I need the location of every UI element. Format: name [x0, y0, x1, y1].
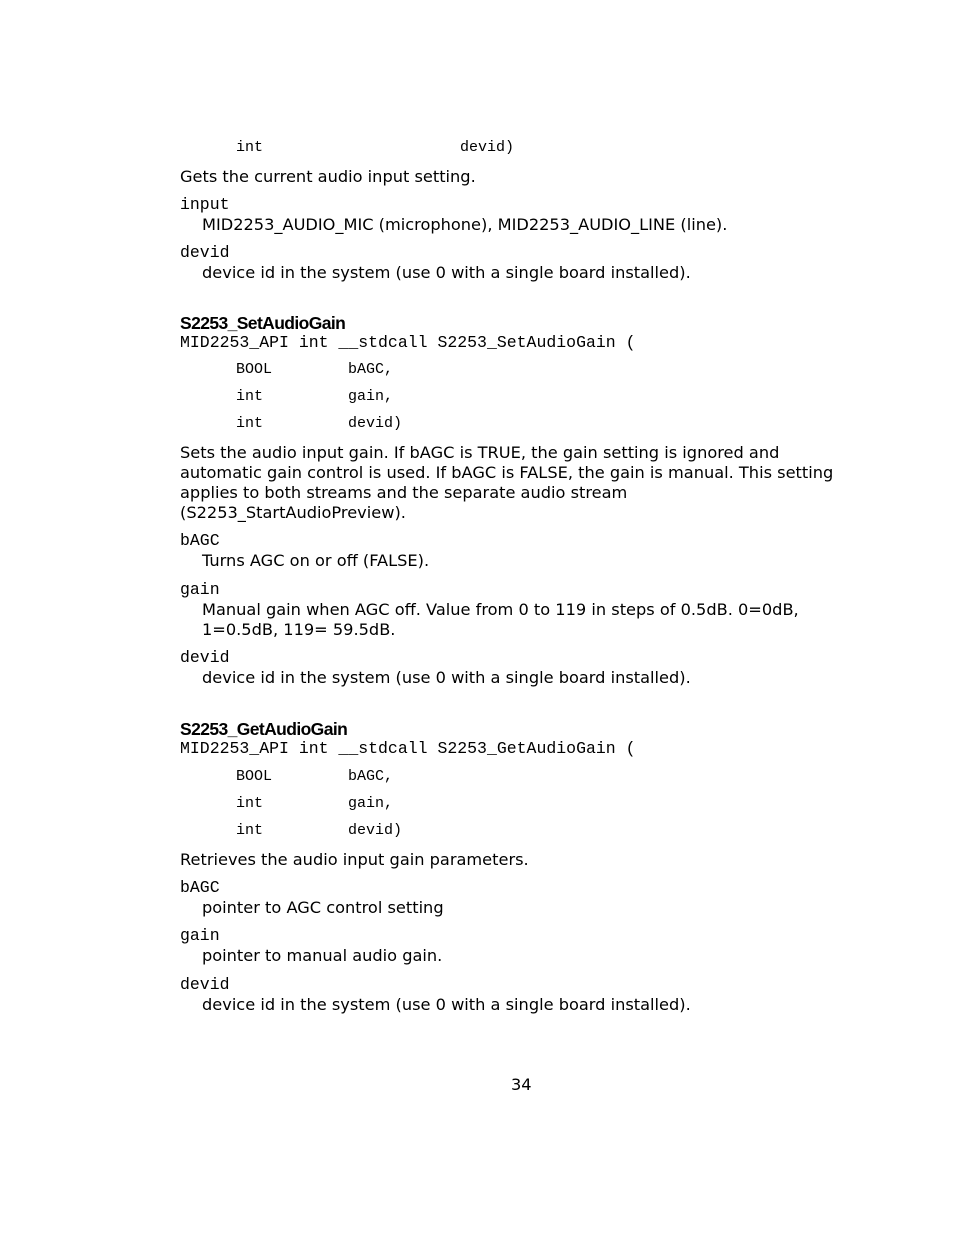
function-signature: MID2253_API int __stdcall S2253_GetAudioGain ( — [180, 739, 636, 758]
param-desc: Turns AGC on or off (FALSE). — [202, 551, 430, 570]
function-signature: MID2253_API int __stdcall S2253_SetAudioGain ( — [180, 333, 636, 352]
section-heading: S2253_SetAudioGain — [180, 313, 346, 333]
function-description: Gets the current audio input setting. — [180, 167, 476, 186]
param-name: devid — [180, 975, 230, 994]
arg-type: int — [236, 795, 264, 812]
param-name: bAGC — [180, 878, 220, 897]
arg-name: gain, — [348, 795, 394, 812]
param-name: devid — [180, 243, 230, 262]
arg-name: devid) — [348, 415, 403, 432]
param-desc: device id in the system (use 0 with a single board installed). — [202, 668, 691, 687]
arg-name: devid) — [348, 822, 403, 839]
arg-type: BOOL — [236, 361, 273, 378]
param-desc: pointer to manual audio gain. — [202, 946, 443, 965]
param-name: bAGC — [180, 531, 220, 550]
arg-name: bAGC, — [348, 361, 394, 378]
section-heading: S2253_GetAudioGain — [180, 719, 348, 739]
param-desc: device id in the system (use 0 with a single board installed). — [202, 995, 691, 1014]
function-description: Retrieves the audio input gain parameters. — [180, 850, 529, 869]
page-number: 34 — [511, 1075, 532, 1094]
param-name: input — [180, 195, 230, 214]
param-name: gain — [180, 926, 220, 945]
arg-name: gain, — [348, 388, 394, 405]
arg-type: BOOL — [236, 768, 273, 785]
function-description: Sets the audio input gain. If bAGC is TRUE, the gain setting is ignored and automatic gain control is used. If bAGC is FALSE, the gain is manual. This setting applies to both streams and the separate audio stream (S2253_StartAudioPreview). — [180, 443, 834, 522]
arg-type: int — [236, 415, 264, 432]
param-desc: device id in the system (use 0 with a single board installed). — [202, 263, 691, 282]
param-name: gain — [180, 580, 220, 599]
arg-name: bAGC, — [348, 768, 394, 785]
param-desc: MID2253_AUDIO_MIC (microphone), MID2253_AUDIO_LINE (line). — [202, 215, 728, 234]
arg-type: int — [236, 822, 264, 839]
arg-type: int — [236, 388, 264, 405]
param-desc: pointer to AGC control setting — [202, 898, 444, 917]
arg-type: int — [236, 139, 264, 156]
param-desc: Manual gain when AGC off. Value from 0 to 119 in steps of 0.5dB. 0=0dB, 1=0.5dB, 119= 59.5dB. — [202, 600, 799, 639]
param-name: devid — [180, 648, 230, 667]
arg-name: devid) — [460, 139, 515, 156]
